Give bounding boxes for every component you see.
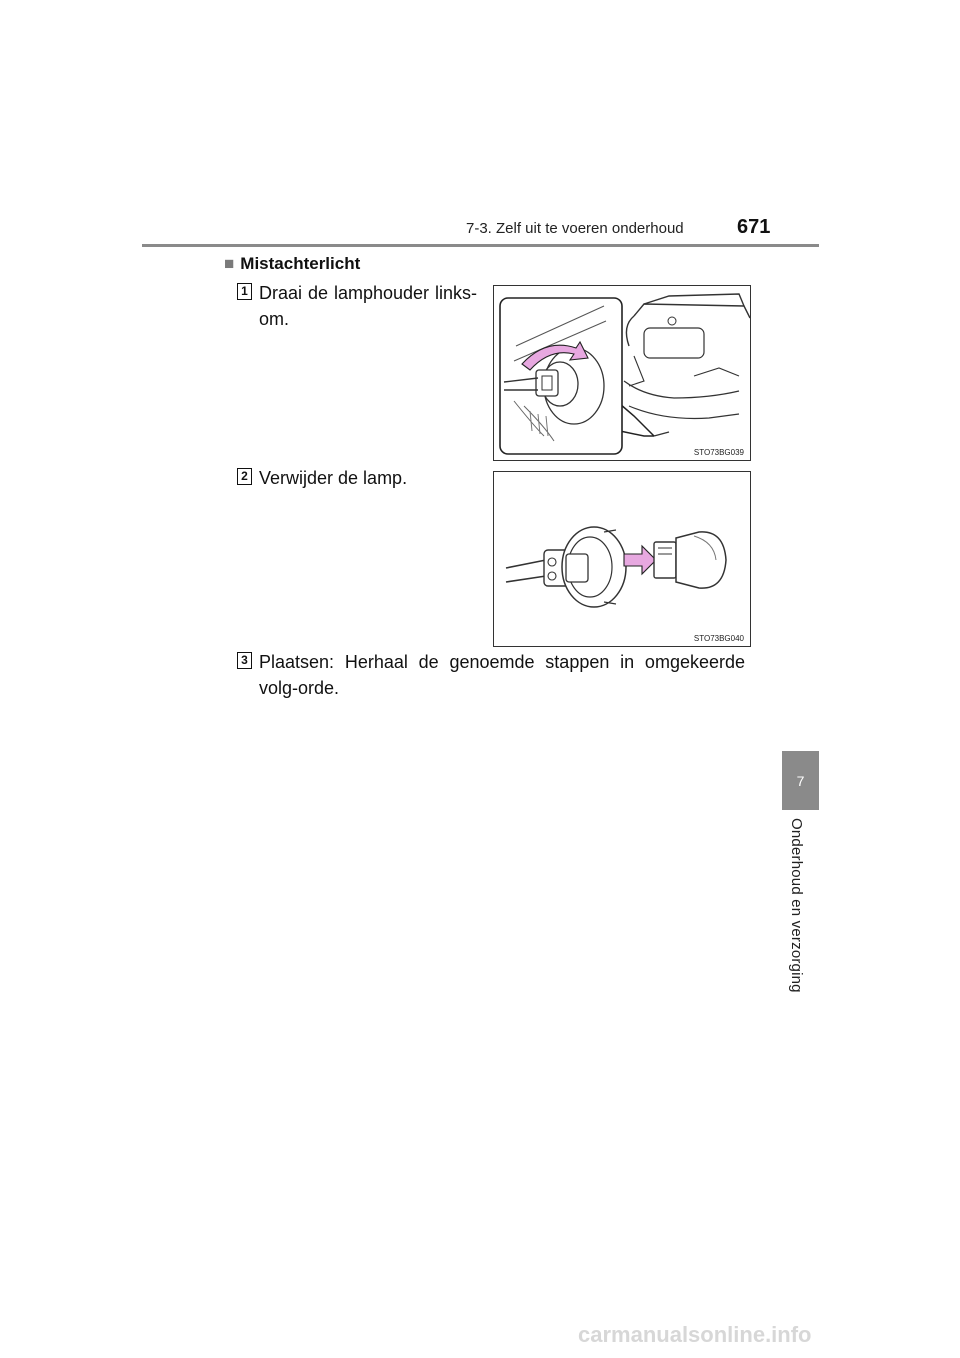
figure-rear-fog-lamp-holder xyxy=(493,285,751,461)
step-number-badge: 1 xyxy=(237,283,252,300)
figure-code: STO73BG039 xyxy=(693,448,744,457)
bulb-removal-illustration xyxy=(494,472,751,647)
header-divider xyxy=(142,244,819,247)
step-3-text: Plaatsen: Herhaal de genoemde stappen in omgekeerde volg-orde. xyxy=(259,652,745,698)
page-number: 671 xyxy=(737,216,771,238)
section-heading-text: Mistachterlicht xyxy=(240,254,361,273)
chapter-tab xyxy=(782,751,819,810)
watermark: carmanualsonline.info xyxy=(578,1322,812,1347)
figure-code: STO73BG040 xyxy=(693,634,744,643)
section-heading xyxy=(224,254,360,274)
figure-remove-bulb xyxy=(493,471,751,647)
header-section-title: 7-3. Zelf uit te voeren onderhoud xyxy=(466,220,684,237)
step-number-badge: 3 xyxy=(237,652,252,669)
step-number-badge: 2 xyxy=(237,468,252,485)
rear-fog-lamp-illustration xyxy=(494,286,751,461)
square-bullet-icon: ■ xyxy=(224,254,235,273)
step-1-text: Draai de lamphouder links-om. xyxy=(259,283,477,329)
step-2-text: Verwijder de lamp. xyxy=(259,468,408,488)
chapter-title: Onderhoud en verzorging xyxy=(788,818,805,993)
chapter-number: 7 xyxy=(796,773,805,789)
